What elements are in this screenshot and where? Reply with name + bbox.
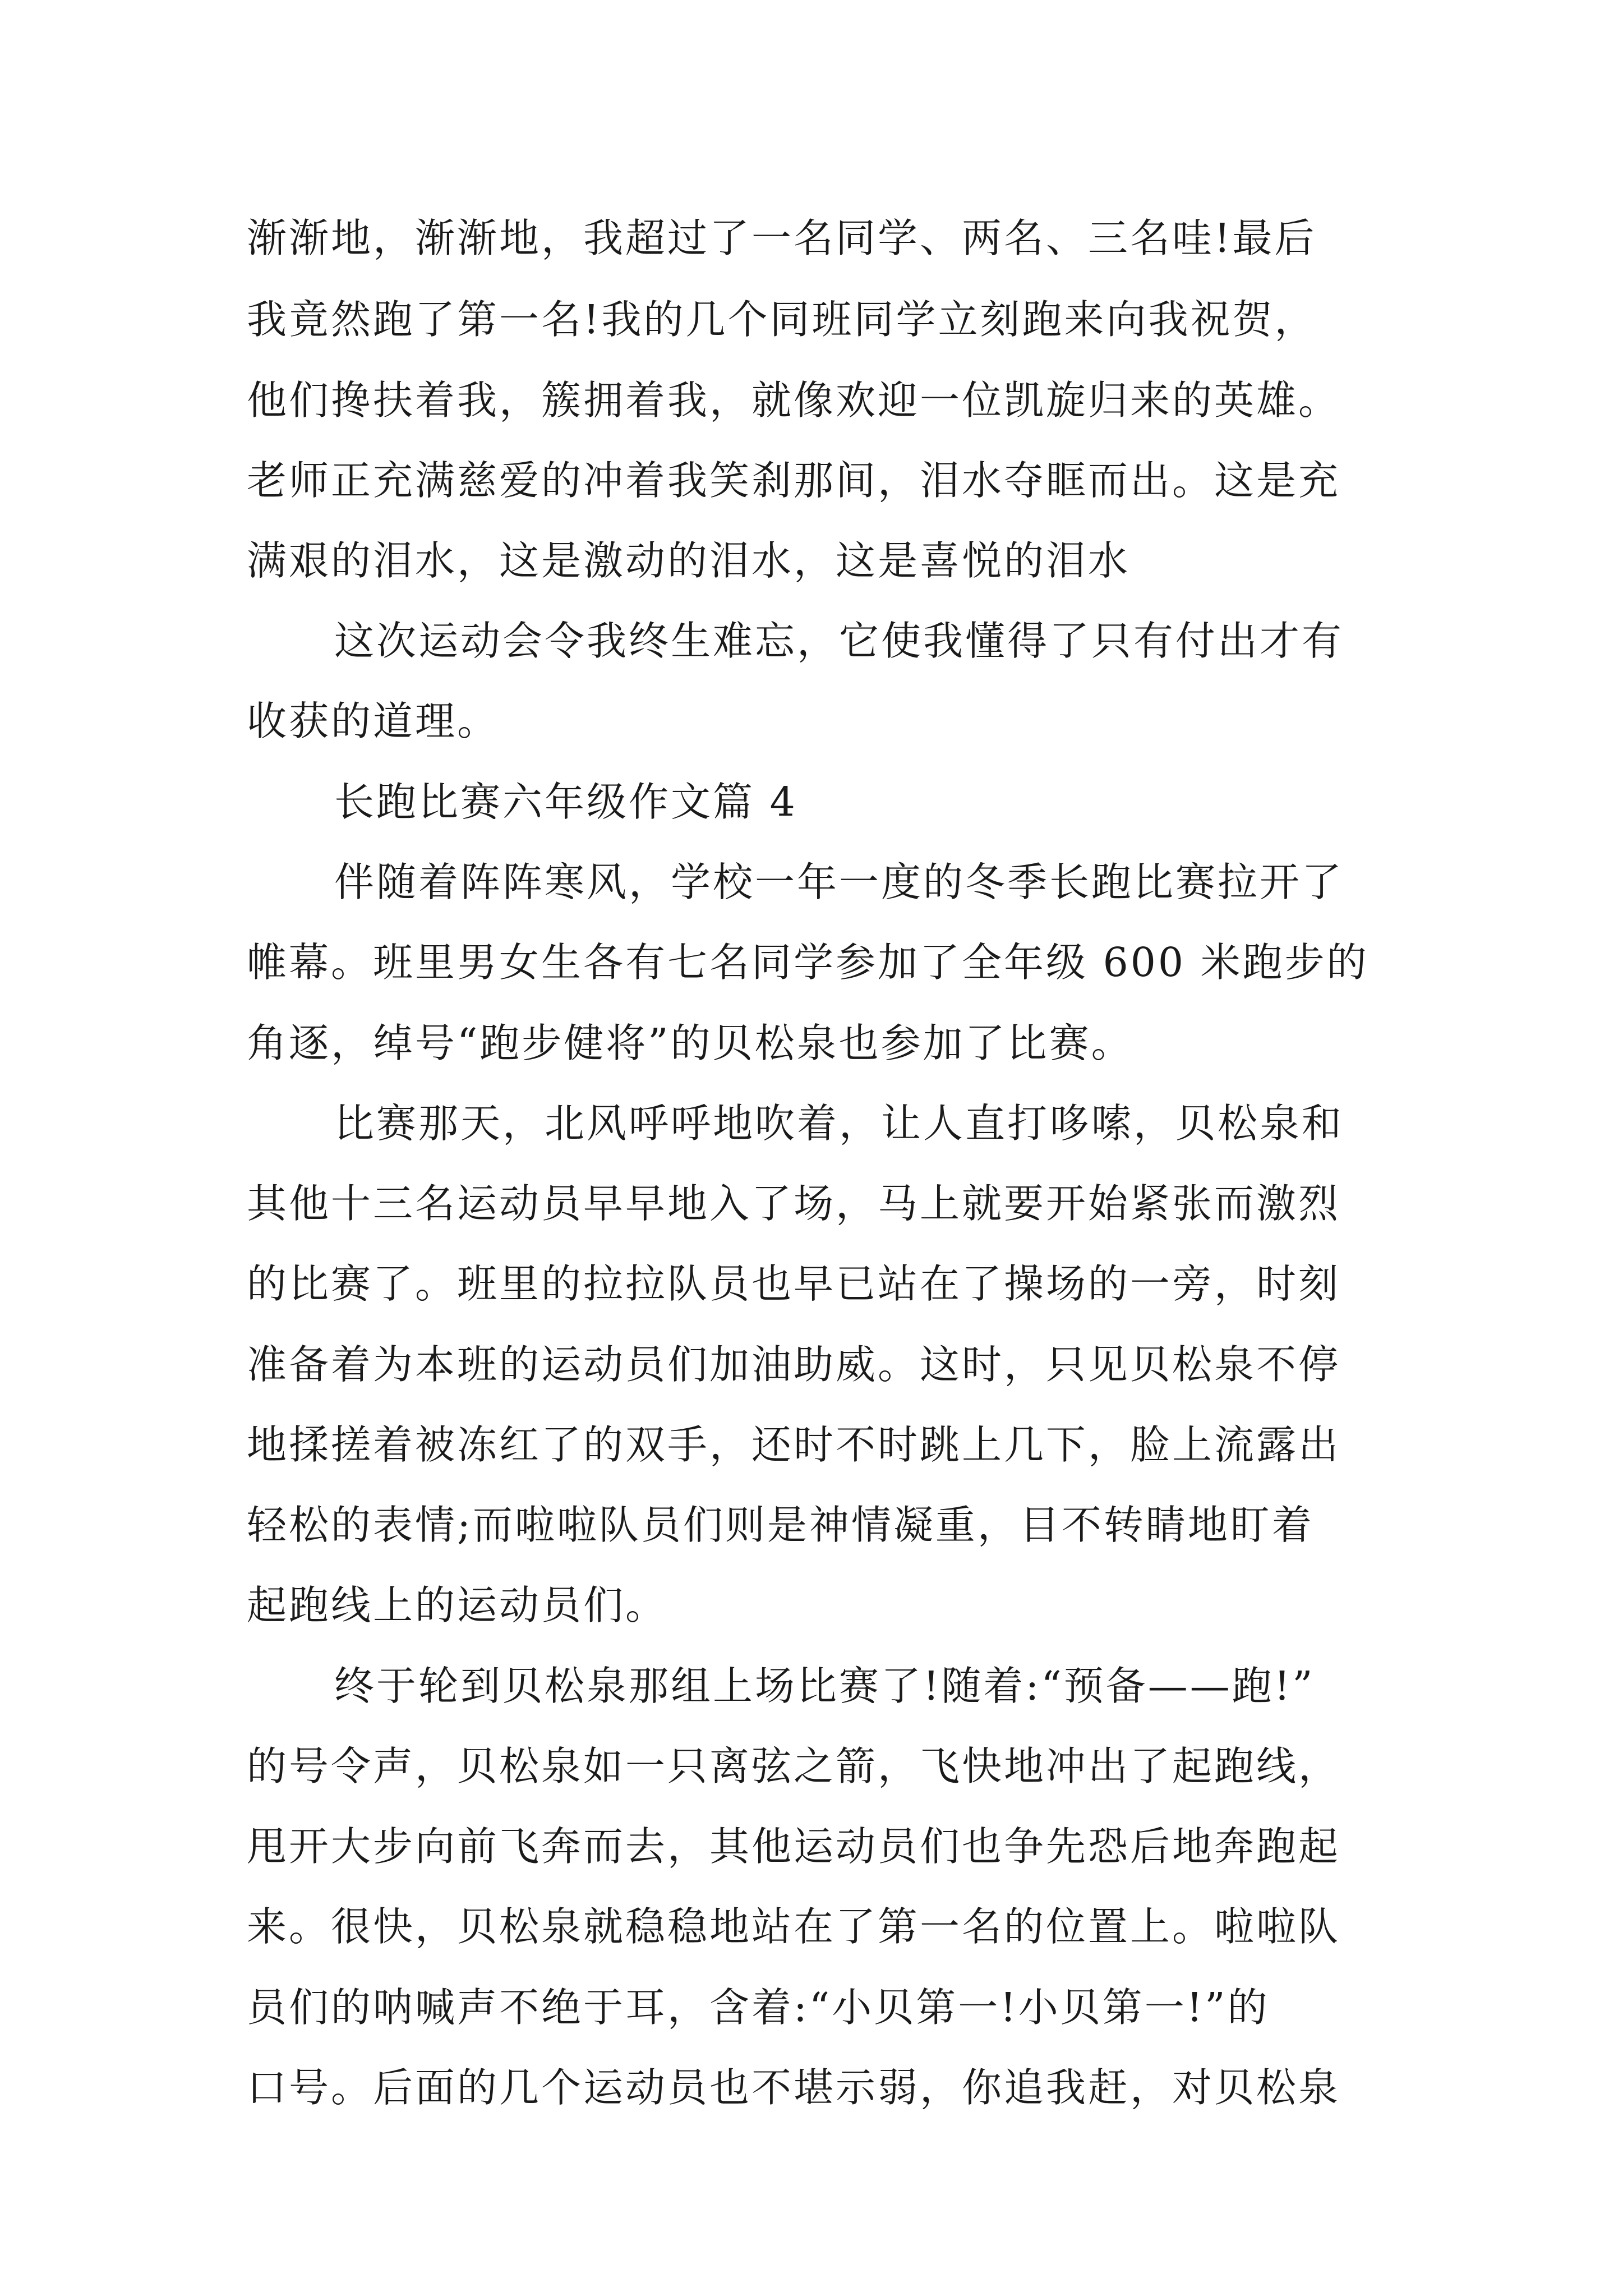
text-line: 我竟然跑了第一名!我的几个同班同学立刻跑来向我祝贺， [247, 296, 1317, 343]
text-line: 其他十三名运动员早早地入了场，马上就要开始紧张而激烈 [247, 1180, 1341, 1227]
section-heading: 长跑比赛六年级作文篇 4 [334, 779, 797, 825]
paragraph-first-line: 伴随着阵阵寒风，学校一年一度的冬季长跑比赛拉开了 [334, 859, 1344, 905]
text-line: 员们的呐喊声不绝于耳，含着:“小贝第一!小贝第一!”的 [247, 1984, 1270, 2031]
paragraph-first-line: 终于轮到贝松泉那组上场比赛了!随着:“预备——跑!” [334, 1663, 1315, 1709]
text-line: 起跑线上的运动员们。 [247, 1582, 668, 1628]
text-line: 的号令声，贝松泉如一只离弦之箭，飞快地冲出了起跑线， [247, 1743, 1341, 1789]
text-line: 轻松的表情;而啦啦队员们则是神情凝重，目不转睛地盯着 [247, 1502, 1314, 1548]
text-line: 满艰的泪水，这是激动的泪水，这是喜悦的泪水 [247, 537, 1131, 584]
text-line: 来。很快，贝松泉就稳稳地站在了第一名的位置上。啦啦队 [247, 1903, 1341, 1950]
text-line: 地揉搓着被冻红了的双手，还时不时跳上几下，脸上流露出 [247, 1421, 1341, 1468]
text-line: 渐渐地，渐渐地，我超过了一名同学、两名、三名哇!最后 [247, 215, 1317, 261]
text-line: 收获的道理。 [247, 698, 500, 744]
text-line: 角逐，绰号“跑步健将”的贝松泉也参加了比赛。 [247, 1020, 1133, 1066]
paragraph-first-line: 这次运动会令我终生难忘，它使我懂得了只有付出才有 [334, 618, 1344, 664]
text-line: 老师正充满慈爱的冲着我笑刹那间，泪水夺眶而出。这是充 [247, 457, 1341, 504]
paragraph-first-line: 比赛那天，北风呼呼地吹着，让人直打哆嗦，贝松泉和 [334, 1100, 1344, 1147]
text-line: 准备着为本班的运动员们加油助威。这时，只见贝松泉不停 [247, 1341, 1341, 1388]
text-line: 甩开大步向前飞奔而去，其他运动员们也争先恐后地奔跑起 [247, 1823, 1341, 1870]
text-line: 的比赛了。班里的拉拉队员也早已站在了操场的一旁，时刻 [247, 1260, 1341, 1307]
text-line: 口号。后面的几个运动员也不堪示弱，你追我赶，对贝松泉 [247, 2064, 1341, 2111]
text-line: 帷幕。班里男女生各有七名同学参加了全年级 600 米跑步的 [247, 939, 1369, 986]
text-line: 他们搀扶着我，簇拥着我，就像欢迎一位凯旋归来的英雄。 [247, 377, 1341, 424]
